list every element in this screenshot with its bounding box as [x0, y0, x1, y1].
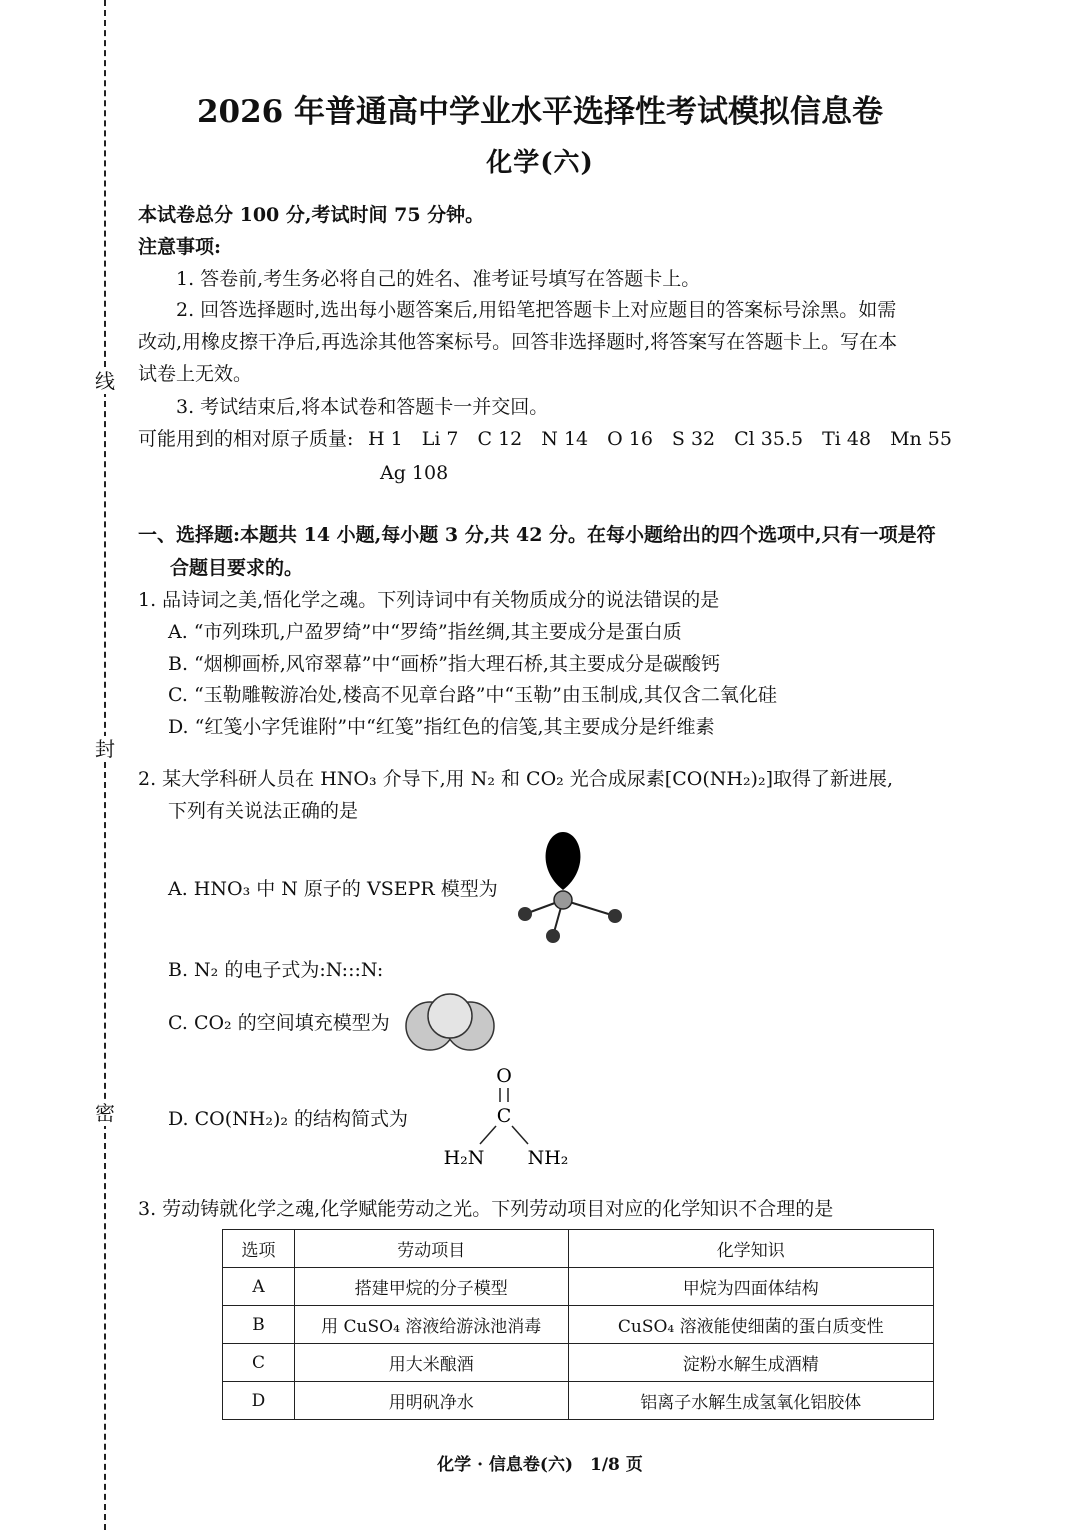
question-3-table — [222, 1229, 934, 1420]
score-line: 本试卷总分 100 分,考试时间 75 分钟。 — [138, 204, 485, 226]
ligand-atom — [518, 907, 532, 921]
table-cell: 铝离子水解生成氢氧化铝胶体 — [568, 1382, 933, 1420]
notice-item-3: 3. 考试结束后,将本试卷和答题卡一并交回。 — [176, 396, 549, 418]
table-row — [223, 1306, 934, 1344]
notice-heading: 注意事项: — [138, 236, 222, 258]
table-cell: 用大米酿酒 — [294, 1344, 568, 1382]
table-cell: 淀粉水解生成酒精 — [568, 1344, 933, 1382]
question-2-stem-line-a: 2. 某大学科研人员在 HNO₃ 介导下,用 N₂ 和 CO₂ 光合成尿素[CO(NH₂)₂]取得了新进展, — [138, 768, 894, 790]
lone-pair-lobe — [546, 832, 581, 890]
question-1-stem: 1. 品诗词之美,悟化学之魂。下列诗词中有关物质成分的说法错误的是 — [138, 589, 720, 611]
atomic-mass-values-2: Ag 108 — [380, 462, 449, 484]
exam-title: 2026 年普通高中学业水平选择性考试模拟信息卷 — [196, 94, 884, 130]
table-cell: C — [223, 1344, 295, 1382]
section-heading-line-a: 一、选择题:本题共 14 小题,每小题 3 分,共 42 分。在每小题给出的四个选项中,只有一项是符 — [138, 524, 936, 546]
question-1-option-a: A. “市列珠玑,户盈罗绮”中“罗绮”指丝绸,其主要成分是蛋白质 — [168, 621, 682, 643]
urea-oxygen: O — [496, 1065, 512, 1087]
table-cell: CuSO₄ 溶液能使细菌的蛋白质变性 — [568, 1306, 933, 1344]
exam-subtitle: 化学(六) — [486, 148, 594, 178]
question-2-option-a: A. HNO₃ 中 N 原子的 VSEPR 模型为 — [168, 878, 498, 900]
urea-structure-diagram — [436, 1060, 586, 1170]
table-header-cell: 化学知识 — [568, 1230, 933, 1268]
question-1-option-b: B. “烟柳画桥,风帘翠幕”中“画桥”指大理石桥,其主要成分是碳酸钙 — [168, 653, 720, 675]
notice-item-1: 1. 答卷前,考生务必将自己的姓名、准考证号填写在答题卡上。 — [176, 268, 701, 290]
co2-space-filling-model — [402, 988, 498, 1058]
ligand-atom — [546, 929, 560, 943]
ligand-atom — [608, 909, 622, 923]
binding-char-xian: 线 — [92, 368, 118, 394]
table-row — [223, 1344, 934, 1382]
urea-right-amine: NH₂ — [527, 1147, 569, 1169]
atomic-mass-values: H 1 Li 7 C 12 N 14 O 16 S 32 Cl 35.5 Ti 48 Mn 55 — [368, 428, 952, 450]
question-3-stem: 3. 劳动铸就化学之魂,化学赋能劳动之光。下列劳动项目对应的化学知识不合理的是 — [138, 1198, 834, 1220]
question-1-option-c: C. “玉勒雕鞍游冶处,楼高不见章台路”中“玉勒”由玉制成,其仅含二氧化硅 — [168, 684, 777, 706]
binding-char-feng: 封 — [92, 736, 118, 762]
question-2-option-c: C. CO₂ 的空间填充模型为 — [168, 1012, 390, 1034]
question-2-option-d: D. CO(NH₂)₂ 的结构简式为 — [168, 1108, 409, 1130]
urea-left-amine: H₂N — [443, 1147, 485, 1169]
vsepr-model-diagram — [505, 828, 635, 948]
notice-item-2-line-a: 2. 回答选择题时,选出每小题答案后,用铅笔把答题卡上对应题目的答案标号涂黑。如需 — [176, 299, 897, 321]
table-cell: 用明矾净水 — [294, 1382, 568, 1420]
question-2-stem-line-b: 下列有关说法正确的是 — [168, 800, 359, 822]
atomic-mass-label: 可能用到的相对原子质量: — [138, 428, 354, 450]
question-2-option-b: B. N₂ 的电子式为:N:::N: — [168, 959, 384, 981]
table-header-cell: 选项 — [223, 1230, 295, 1268]
notice-item-2-line-c: 试卷上无效。 — [138, 363, 253, 385]
binding-line — [104, 0, 106, 1530]
binding-char-mi: 密 — [92, 1100, 118, 1126]
notice-item-2-line-b: 改动,用橡皮擦干净后,再选涂其他答案标号。回答非选择题时,将答案写在答题卡上。写在本 — [138, 331, 898, 353]
table-row — [223, 1268, 934, 1306]
table-header-row — [223, 1230, 934, 1268]
central-atom — [554, 891, 572, 909]
table-row — [223, 1382, 934, 1420]
urea-carbon: C — [496, 1105, 512, 1127]
table-cell: B — [223, 1306, 295, 1344]
table-cell: A — [223, 1268, 295, 1306]
table-cell: D — [223, 1382, 295, 1420]
question-1-option-d: D. “红笺小字凭谁附”中“红笺”指红色的信笺,其主要成分是纤维素 — [168, 716, 715, 738]
table-cell: 用 CuSO₄ 溶液给游泳池消毒 — [294, 1306, 568, 1344]
section-heading-line-b: 合题目要求的。 — [170, 557, 304, 579]
table-cell: 甲烷为四面体结构 — [568, 1268, 933, 1306]
table-header-cell: 劳动项目 — [294, 1230, 568, 1268]
page-footer: 化学 · 信息卷(六) 1/8 页 — [437, 1455, 643, 1475]
table-cell: 搭建甲烷的分子模型 — [294, 1268, 568, 1306]
